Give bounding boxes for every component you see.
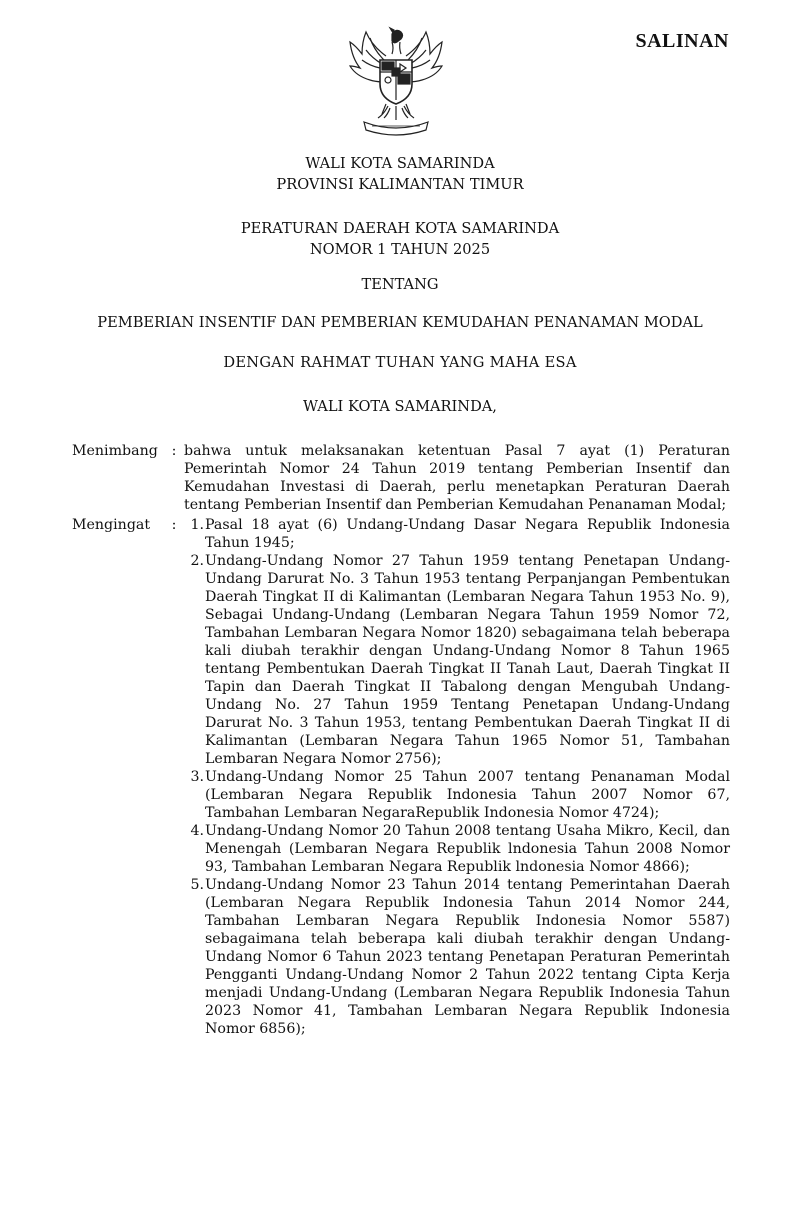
mengingat-label: Mengingat [72,517,151,533]
official-title: WALI KOTA SAMARINDA, [303,398,497,415]
regulation-title-block [0,218,800,260]
mengingat-list [184,516,730,1038]
mengingat-row [72,516,730,1038]
menimbang-colon: : [171,443,177,459]
list-item: 1. Pasal 18 ayat (6) Undang-Undang Dasar Negara Republik Indonesia Tahun 1945; [190,517,730,551]
considerations-section [72,442,730,1038]
header-line-1: WALI KOTA SAMARINDA [305,155,495,172]
list-item: 5. Undang-Undang Nomor 23 Tahun 2014 tentang Pemerintahan Daerah (Lembaran Negara Republik Indonesia Tahun 2014 Nomor 244, Tambahan Lembaran Negara Republik Indonesia Nomor 5587) sebagaimana telah beberapa kali diubah terakhir dengan Undang-Undang Nomor 6 Tahun 2023 tentang Penetapan Peraturan Pemerintah Pengganti Undang-Undang Nomor 2 Tahun 2022 tentang Cipta Kerja menjadi Undang-Undang (Lembaran Negara Republik Indonesia Tahun 2023 Nomor 41, Tambahan Lembaran Negara Republik Indonesia Nomor 6856); [190,877,730,1037]
mengingat-colon: : [171,517,177,533]
header-line-2: PROVINSI KALIMANTAN TIMUR [276,176,524,193]
menimbang-row [72,442,730,514]
menimbang-text: bahwa untuk melaksanakan ketentuan Pasal 7 ayat (1) Peraturan Pemerintah Nomor 24 Tahun 2019 tentang Pemberian Insentif dan Kemudahan Investasi di Daerah, perlu menetapkan Peraturan Daerah tentang Pemberian Insentif dan Pemberian Kemudahan Penanaman Modal; [184,443,730,513]
menimbang-label: Menimbang [72,443,158,459]
list-item: 4. Undang-Undang Nomor 20 Tahun 2008 tentang Usaha Mikro, Kecil, dan Menengah (Lembaran Negara Republik lndonesia Tahun 2008 Nomor 93, Tambahan Lembaran Negara Republik lndonesia Nomor 4866); [190,823,730,875]
list-item: 3. Undang-Undang Nomor 25 Tahun 2007 tentang Penanaman Modal (Lembaran Negara Republik Indonesia Tahun 2007 Nomor 67, Tambahan Lembaran NegaraRepublik Indonesia Nomor 4724); [190,769,730,821]
about-label: TENTANG [361,276,439,293]
list-item: 2. Undang-Undang Nomor 27 Tahun 1959 tentang Penetapan Undang-Undang Darurat No. 3 Tahun 1953 tentang Perpanjangan Pembentukan Daerah Tingkat II di Kalimantan (Lembaran Negara Tahun 1953 No. 9), Sebagai Undang-Undang (Lembaran Negara Tahun 1959 Nomor 72, Tambahan Lembaran Negara Nomor 1820) sebagaimana telah beberapa kali diubah terakhir dengan Undang-Undang Nomor 8 Tahun 1965 tentang Pembentukan Daerah Tingkat II Tanah Laut, Daerah Tingkat II Tapin dan Daerah Tingkat II Tabalong dengan Mengubah Undang-Undang No. 27 Tahun 1959 Tentang Penetapan Undang-Undang Darurat No. 3 Tahun 1953, tentang Pembentukan Daerah Tingkat II di Kalimantan (Lembaran Negara Tahun 1965 Nomor 51, Tambahan Lembaran Negara Nomor 2756); [190,553,730,767]
preamble: DENGAN RAHMAT TUHAN YANG MAHA ESA [223,354,577,371]
header-block [0,153,800,195]
regulation-subject: PEMBERIAN INSENTIF DAN PEMBERIAN KEMUDAHAN PENANAMAN MODAL [97,314,703,331]
regulation-number: NOMOR 1 TAHUN 2025 [309,241,491,258]
garuda-pancasila-emblem-icon [342,26,450,138]
salinan-stamp: SALINAN [635,30,729,52]
regulation-title: PERATURAN DAERAH KOTA SAMARINDA [240,220,560,237]
